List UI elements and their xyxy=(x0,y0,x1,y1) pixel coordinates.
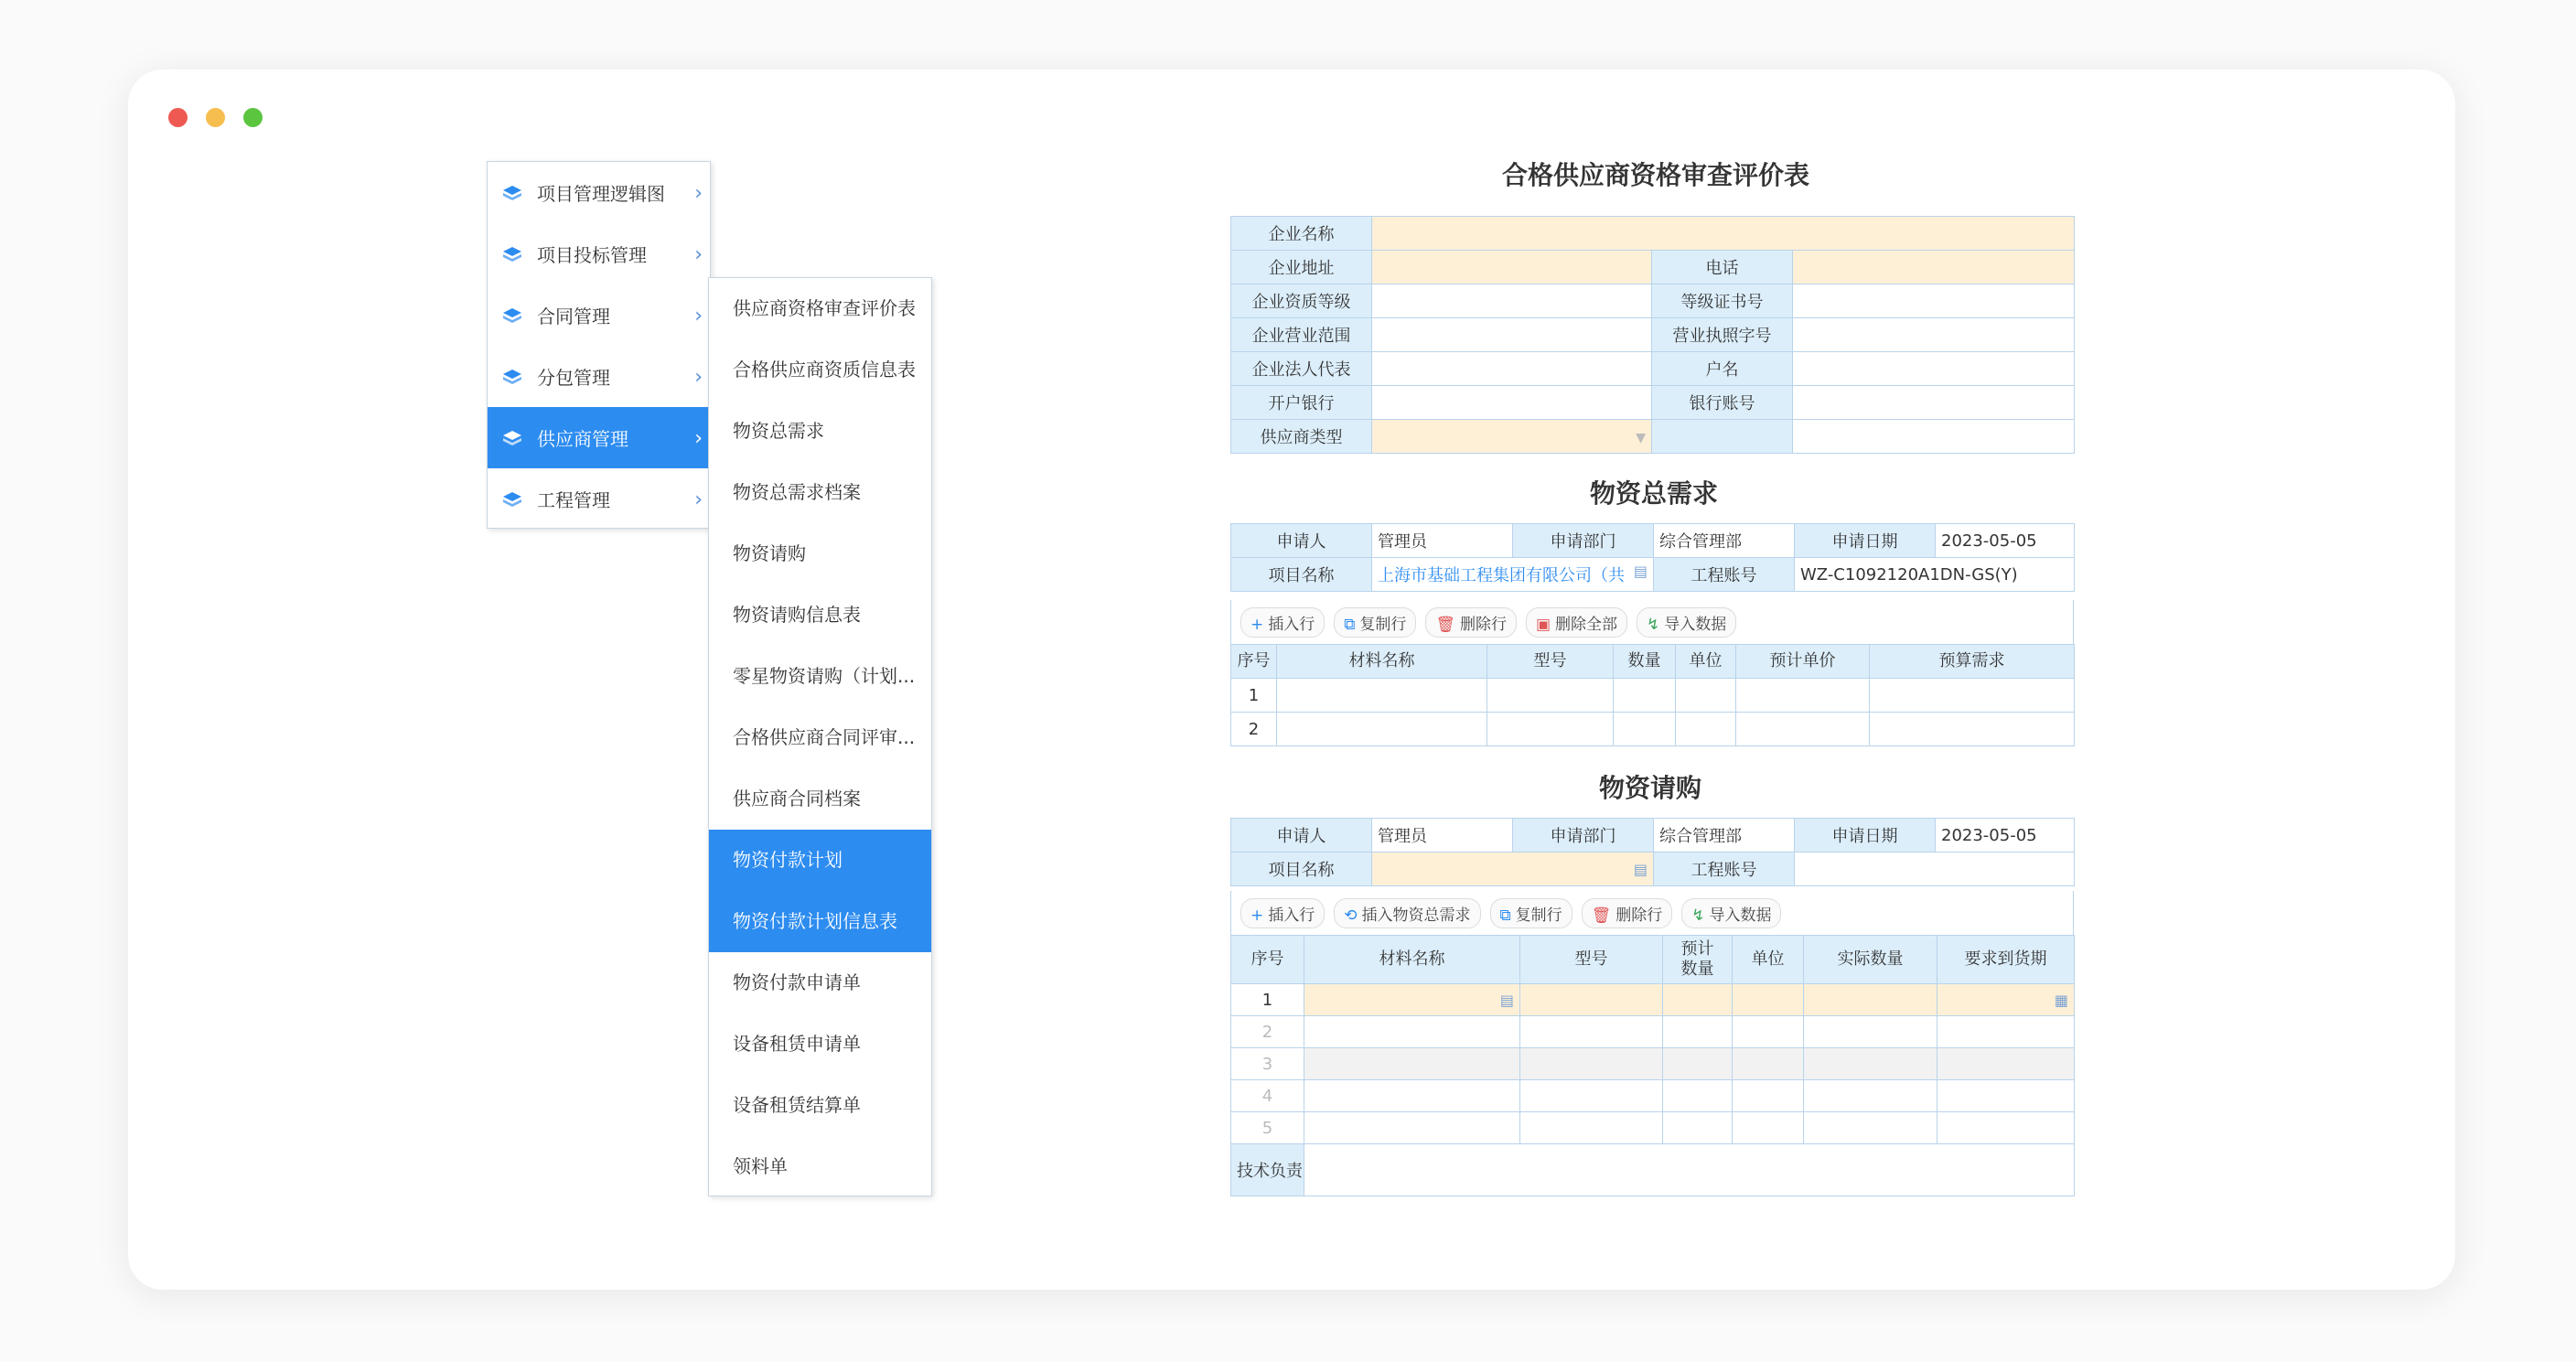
toolbar-button-5[interactable] xyxy=(1637,607,1736,638)
grid-cell[interactable] xyxy=(1676,679,1736,713)
picker-icon[interactable]: ▤ xyxy=(1633,563,1648,580)
calendar-icon[interactable]: ▦ xyxy=(2054,991,2068,1009)
import-icon: ↯ xyxy=(1647,615,1660,634)
project-account-value[interactable] xyxy=(1795,853,2075,886)
insert-demand-icon: ⟲ xyxy=(1344,906,1358,925)
menu-item-label: 合同管理 xyxy=(537,306,610,327)
grid-cell[interactable] xyxy=(1277,713,1487,746)
layers-icon xyxy=(502,428,522,448)
date-value[interactable]: 2023-05-05 xyxy=(1936,524,2075,558)
toolbar-button-1[interactable] xyxy=(1240,607,1325,638)
demand-toolbar xyxy=(1230,600,2074,644)
column-header[interactable]: 预计 数量 xyxy=(1663,936,1733,984)
grid-cell[interactable] xyxy=(1733,1112,1804,1144)
company-name-field[interactable] xyxy=(1372,217,2075,251)
copy-icon: ⧉ xyxy=(1499,906,1511,925)
project-account-value[interactable]: WZ-C1092120A1DN-GS(Y) xyxy=(1795,558,2075,592)
toolbar-button-4[interactable] xyxy=(1582,898,1673,928)
toolbar-button-2[interactable] xyxy=(1334,898,1480,928)
table-row[interactable] xyxy=(1231,984,2075,1016)
qualification-level-label: 企业资质等级 xyxy=(1231,284,1372,318)
bank-account-field[interactable] xyxy=(1793,386,2075,420)
grid-cell[interactable] xyxy=(1937,1048,2075,1080)
submenu-item-7[interactable]: 零星物资请购（计划... xyxy=(733,665,916,687)
toolbar-button-label: 插入物资总需求 xyxy=(1361,906,1471,925)
empty-field-cell xyxy=(1793,420,2075,454)
menu-item-4[interactable] xyxy=(488,346,710,407)
form2-title: 物资总需求 xyxy=(1590,478,1719,509)
minimize-window-button[interactable] xyxy=(206,108,225,127)
menu-item-5[interactable] xyxy=(488,407,710,468)
grid-cell[interactable] xyxy=(1870,713,2075,746)
project-name-field[interactable] xyxy=(1372,558,1654,592)
menu-item-label: 供应商管理 xyxy=(537,428,628,450)
column-header[interactable]: 要求到货期 xyxy=(1937,936,2075,984)
license-no-field[interactable] xyxy=(1793,318,2075,352)
grade-cert-field[interactable] xyxy=(1793,284,2075,318)
row-index: 2 xyxy=(1231,1016,1304,1048)
grid-cell[interactable] xyxy=(1277,679,1487,713)
grid-cell[interactable] xyxy=(1304,984,1520,1016)
bank-field[interactable] xyxy=(1372,386,1652,420)
submenu-item-6[interactable]: 物资请购信息表 xyxy=(733,604,861,626)
submenu-item-15[interactable]: 领料单 xyxy=(733,1155,788,1177)
table-row[interactable] xyxy=(1231,713,2075,746)
grid-cell[interactable] xyxy=(1487,679,1614,713)
grid-cell[interactable] xyxy=(1520,1080,1663,1112)
applicant-label: 申请人 xyxy=(1231,819,1372,853)
date-label: 申请日期 xyxy=(1795,819,1936,853)
legal-rep-field[interactable] xyxy=(1372,352,1652,386)
date-value[interactable]: 2023-05-05 xyxy=(1936,819,2075,853)
picker-icon[interactable]: ▤ xyxy=(1633,860,1648,878)
company-address-field[interactable] xyxy=(1372,251,1652,284)
date-label: 申请日期 xyxy=(1795,524,1936,558)
toolbar-button-3[interactable] xyxy=(1490,898,1572,928)
grid-cell[interactable] xyxy=(1614,679,1676,713)
row-index: 4 xyxy=(1231,1080,1304,1112)
grid-cell[interactable] xyxy=(1663,1016,1733,1048)
toolbar-button-label: 删除行 xyxy=(1459,615,1507,634)
grid-cell[interactable] xyxy=(1804,1048,1937,1080)
layers-icon xyxy=(502,183,522,203)
copy-icon: ⧉ xyxy=(1344,615,1356,634)
submenu-item-9[interactable]: 供应商合同档案 xyxy=(733,788,861,810)
submenu-item-1[interactable]: 供应商资格审查评价表 xyxy=(733,297,916,319)
chevron-right-icon: › xyxy=(694,427,703,450)
column-header[interactable]: 材料名称 xyxy=(1277,645,1487,679)
grid-cell[interactable] xyxy=(1733,984,1804,1016)
company-name-label: 企业名称 xyxy=(1231,217,1372,251)
submenu-item-2[interactable]: 合格供应商资质信息表 xyxy=(733,359,916,381)
tech-lead-field[interactable] xyxy=(1304,1144,2075,1196)
column-header[interactable]: 预计单价 xyxy=(1736,645,1870,679)
primary-menu xyxy=(487,161,711,529)
toolbar-button-4[interactable] xyxy=(1526,607,1627,638)
plus-icon: + xyxy=(1250,615,1264,634)
purchase-toolbar xyxy=(1230,891,2074,935)
toolbar-button-label: 导入数据 xyxy=(1664,615,1727,634)
toolbar-button-3[interactable] xyxy=(1425,607,1517,638)
grid-cell[interactable] xyxy=(1663,1112,1733,1144)
supplier-type-select[interactable] xyxy=(1372,420,1652,454)
bank-account-label: 银行账号 xyxy=(1652,386,1793,420)
company-address-label: 企业地址 xyxy=(1231,251,1372,284)
dept-label: 申请部门 xyxy=(1513,819,1654,853)
toolbar-button-label: 删除行 xyxy=(1615,906,1663,925)
grid-cell[interactable] xyxy=(1736,679,1870,713)
maximize-window-button[interactable] xyxy=(243,108,263,127)
grid-cell[interactable] xyxy=(1614,713,1676,746)
project-name-label: 项目名称 xyxy=(1231,853,1372,886)
chevron-right-icon: › xyxy=(694,305,703,327)
phone-field[interactable] xyxy=(1793,251,2075,284)
table-row[interactable] xyxy=(1231,1016,2075,1048)
license-no-label: 营业执照字号 xyxy=(1652,318,1793,352)
grid-cell[interactable] xyxy=(1520,1048,1663,1080)
submenu-item-14[interactable]: 设备租赁结算单 xyxy=(733,1094,861,1116)
delete-all-icon: ▣ xyxy=(1535,615,1551,634)
bank-label: 开户银行 xyxy=(1231,386,1372,420)
demand-grid xyxy=(1230,644,2075,746)
column-header[interactable]: 数量 xyxy=(1614,645,1676,679)
grid-cell[interactable] xyxy=(1676,713,1736,746)
grid-cell[interactable] xyxy=(1937,1080,2075,1112)
table-row[interactable] xyxy=(1231,679,2075,713)
chevron-right-icon: › xyxy=(694,182,703,205)
table-row[interactable] xyxy=(1231,1080,2075,1112)
applicant-label: 申请人 xyxy=(1231,524,1372,558)
menu-item-1[interactable] xyxy=(488,162,710,223)
project-account-label: 工程账号 xyxy=(1654,558,1795,592)
grid-cell[interactable] xyxy=(1304,1080,1520,1112)
import-icon: ↯ xyxy=(1691,906,1705,925)
account-name-field[interactable] xyxy=(1793,352,2075,386)
column-header[interactable]: 序号 xyxy=(1231,936,1304,984)
submenu-item-3[interactable]: 物资总需求 xyxy=(733,420,824,442)
submenu-item-8[interactable]: 合格供应商合同评审... xyxy=(733,726,916,748)
submenu-item-4[interactable]: 物资总需求档案 xyxy=(733,481,861,503)
grid-cell[interactable] xyxy=(1304,1048,1520,1080)
grid-cell[interactable] xyxy=(1736,713,1870,746)
grid-cell[interactable] xyxy=(1487,713,1614,746)
empty-label-cell xyxy=(1652,420,1793,454)
toolbar-button-label: 删除全部 xyxy=(1555,615,1618,634)
grid-cell[interactable] xyxy=(1804,1016,1937,1048)
grid-cell[interactable] xyxy=(1804,984,1937,1016)
grid-cell[interactable] xyxy=(1804,1080,1937,1112)
business-scope-label: 企业营业范围 xyxy=(1231,318,1372,352)
menu-item-label: 项目投标管理 xyxy=(537,244,647,266)
menu-item-label: 项目管理逻辑图 xyxy=(537,183,665,205)
dept-value[interactable]: 综合管理部 xyxy=(1654,819,1795,853)
grid-cell[interactable] xyxy=(1733,1080,1804,1112)
purchase-header-table xyxy=(1230,818,2075,886)
purchase-grid xyxy=(1230,935,2075,1196)
legal-rep-label: 企业法人代表 xyxy=(1231,352,1372,386)
grid-cell[interactable] xyxy=(1937,1016,2075,1048)
tech-lead-label: 技术负责 xyxy=(1231,1144,1304,1196)
submenu-item-5[interactable]: 物资请购 xyxy=(733,542,806,564)
layers-icon xyxy=(502,489,522,509)
project-name-label: 项目名称 xyxy=(1231,558,1372,592)
grid-cell[interactable] xyxy=(1304,1112,1520,1144)
submenu-item-10[interactable]: 物资付款计划 xyxy=(709,830,931,891)
grid-cell[interactable] xyxy=(1304,1016,1520,1048)
menu-item-2[interactable] xyxy=(488,223,710,284)
column-header[interactable]: 材料名称 xyxy=(1304,936,1520,984)
plus-icon: + xyxy=(1250,906,1264,925)
grid-cell[interactable] xyxy=(1520,984,1663,1016)
submenu-item-13[interactable]: 设备租赁申请单 xyxy=(733,1033,861,1055)
column-header[interactable]: 单位 xyxy=(1733,936,1804,984)
close-window-button[interactable] xyxy=(168,108,188,127)
dept-label: 申请部门 xyxy=(1513,524,1654,558)
column-header[interactable]: 序号 xyxy=(1231,645,1277,679)
qualification-level-field[interactable] xyxy=(1372,284,1652,318)
menu-item-3[interactable] xyxy=(488,284,710,346)
project-name-field[interactable] xyxy=(1372,853,1654,886)
business-scope-field[interactable] xyxy=(1372,318,1652,352)
layers-icon xyxy=(502,244,522,264)
menu-item-label: 分包管理 xyxy=(537,367,610,389)
grid-cell[interactable] xyxy=(1804,1112,1937,1144)
supplier-submenu xyxy=(708,277,932,1196)
supplier-type-label: 供应商类型 xyxy=(1231,420,1372,454)
grade-cert-label: 等级证书号 xyxy=(1652,284,1793,318)
row-index: 2 xyxy=(1231,713,1277,746)
grid-cell[interactable] xyxy=(1520,1016,1663,1048)
toolbar-button-label: 插入行 xyxy=(1268,615,1315,634)
column-header[interactable]: 实际数量 xyxy=(1804,936,1937,984)
column-header[interactable]: 单位 xyxy=(1676,645,1736,679)
toolbar-button-label: 复制行 xyxy=(1359,615,1407,634)
grid-cell[interactable] xyxy=(1663,1080,1733,1112)
grid-cell[interactable] xyxy=(1733,1048,1804,1080)
toolbar-button-label: 导入数据 xyxy=(1709,906,1772,925)
grid-cell[interactable] xyxy=(1663,1048,1733,1080)
form3-title: 物资请购 xyxy=(1599,773,1702,803)
account-name-label: 户名 xyxy=(1652,352,1793,386)
dropdown-arrow-icon: ▼ xyxy=(1636,431,1646,445)
table-row[interactable] xyxy=(1231,1112,2075,1144)
toolbar-button-2[interactable] xyxy=(1334,607,1416,638)
chevron-right-icon: › xyxy=(694,488,703,511)
column-header[interactable]: 预算需求 xyxy=(1870,645,2075,679)
layers-icon xyxy=(502,367,522,387)
toolbar-button-label: 复制行 xyxy=(1515,906,1562,925)
grid-cell[interactable] xyxy=(1733,1016,1804,1048)
column-header[interactable]: 型号 xyxy=(1487,645,1614,679)
supplier-eval-form xyxy=(1230,216,2075,454)
chevron-right-icon: › xyxy=(694,243,703,266)
project-account-label: 工程账号 xyxy=(1654,853,1795,886)
grid-cell[interactable] xyxy=(1870,679,2075,713)
toolbar-button-label: 插入行 xyxy=(1268,906,1315,925)
applicant-value[interactable]: 管理员 xyxy=(1372,524,1513,558)
grid-cell[interactable] xyxy=(1663,984,1733,1016)
menu-item-6[interactable] xyxy=(488,468,710,530)
dept-value[interactable]: 综合管理部 xyxy=(1654,524,1795,558)
toolbar-button-5[interactable] xyxy=(1681,898,1781,928)
project-name-value[interactable]: 上海市基础工程集团有限公司（共 xyxy=(1378,566,1625,585)
row-index: 1 xyxy=(1231,679,1277,713)
phone-label: 电话 xyxy=(1652,251,1793,284)
grid-cell[interactable] xyxy=(1937,1112,2075,1144)
delete-icon: 🗑 xyxy=(1591,906,1612,925)
column-header[interactable]: 型号 xyxy=(1520,936,1663,984)
submenu-item-12[interactable]: 物资付款申请单 xyxy=(733,971,861,993)
layers-icon xyxy=(502,306,522,326)
row-index: 1 xyxy=(1231,984,1304,1016)
demand-header-table xyxy=(1230,523,2075,592)
submenu-item-11[interactable]: 物资付款计划信息表 xyxy=(709,891,931,952)
table-row[interactable] xyxy=(1231,1048,2075,1080)
grid-cell[interactable] xyxy=(1937,984,2075,1016)
form1-title: 合格供应商资格审查评价表 xyxy=(1502,160,1810,190)
row-index: 5 xyxy=(1231,1112,1304,1144)
row-index: 3 xyxy=(1231,1048,1304,1080)
applicant-value[interactable]: 管理员 xyxy=(1372,819,1513,853)
picker-icon[interactable]: ▤ xyxy=(1499,991,1514,1009)
toolbar-button-1[interactable] xyxy=(1240,898,1325,928)
chevron-right-icon: › xyxy=(694,366,703,389)
delete-icon: 🗑 xyxy=(1435,615,1455,634)
grid-cell[interactable] xyxy=(1520,1112,1663,1144)
menu-item-label: 工程管理 xyxy=(537,489,610,511)
